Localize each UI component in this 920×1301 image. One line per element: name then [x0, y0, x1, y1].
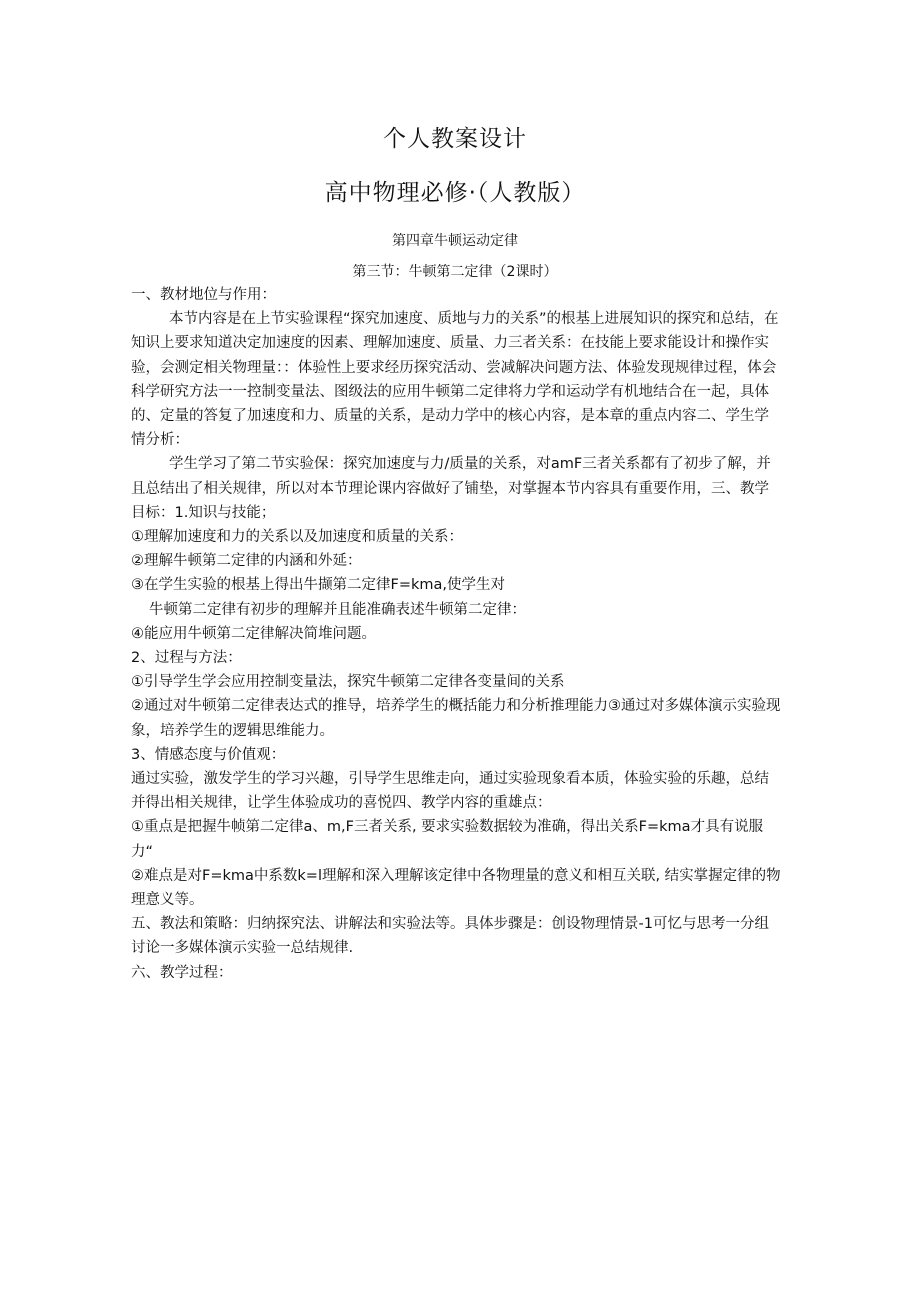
difficult-point-item: ②难点是对F=kma中系数k=l理解和深入理解该定律中各物理量的意义和相互关联, 结实掌握定律的物理意义等。: [131, 867, 781, 909]
paragraph-methods-strategies: 五、教法和策略：归纳探究法、讲解法和实验法等。具体步骤是：创设物理情景-1可忆与思考一分组讨论一多媒体演示实验一总结规律.: [131, 916, 769, 957]
goal-item-4: ④能应用牛顿第二定律解决简堆问题。: [131, 625, 376, 642]
heading-emotion-values: 3、情感态度与价值观：: [131, 746, 286, 763]
heading-teaching-process: 六、教学过程：: [131, 964, 233, 981]
process-item-2: ②通过对牛顿第二定律表达式的推导，培养学生的概括能力和分析推理能力③通过对多媒体演示实验现象，培养学生的逻辑思维能力。: [131, 698, 781, 739]
document-body: [131, 283, 781, 985]
heading-process-method: 2、过程与方法：: [131, 650, 242, 667]
heading-textbook-role: 一、教材地位与作用：: [131, 287, 276, 303]
paragraph-textbook-role: 本节内容是在上节实验课程“探究加速度、质地与力的关系”的根基上进展知识的探究和总结，在知识上要求知道决定加速度的因素、理解加速度、质量、力三者关系：在技能上要求能设计和操作实验，会测定相关物理量：：体验性上要求经历探究活动、尝减解决问题方法、体验发现规律过程，体会科学研究方法一一控制变量法、图级法的应用牛顿第二定律将力学和运动学有机地结合在一起，具体的、定量的答复了加速度和力、质量的关系，是动力学中的核心内容，是本章的重点内容二、学生学情分析：: [131, 311, 779, 449]
paragraph-student-analysis: 学生学习了第二节实验保：探究加速度与力/质量的关系，对amF三者关系都有了初步了解，并且总结出了相关规律，所以对本节理论课内容做好了铺垫，对掌握本节内容具有重要作用，三、教学目标：1.知识与技能；: [131, 456, 771, 521]
process-item-1: ①引导学生学会应用控制变量法，探究牛顿第二定律各变量间的关系: [131, 674, 565, 691]
goal-item-2: ②理解牛顿第二定律的内涵和外延：: [131, 553, 362, 570]
document-title: 个人教案设计: [383, 126, 527, 152]
goal-item-3: ③在学生实验的根基上得出牛撷第二定律F=kma,使学生对: [131, 577, 506, 594]
document-subtitle: 高中物理必修·（人教版）: [324, 180, 586, 206]
chapter-heading: 第四章牛顿运动定律: [392, 233, 518, 249]
goal-item-1: ①理解加速度和力的关系以及加速度和质量的关系：: [131, 529, 463, 546]
key-point-item: ①重点是把握牛帧第二定律a、m,F三者关系, 要求实验数据较为准确，得出关系F=kma才具有说服力“: [131, 819, 764, 860]
paragraph-emotion-values: 通过实验，激发学生的学习兴趣，引导学生思维走向，通过实验现象看本质，体验实验的乐趣，总结并得出相关规律，让学生体验成功的喜悦四、教学内容的重雄点：: [131, 771, 769, 812]
goal-item-3-continued: 牛顿第二定律有初步的理解并且能准确表述牛顿第二定律：: [149, 601, 526, 618]
section-heading: 第三节：牛顿第二定律（2课时）: [352, 264, 558, 280]
